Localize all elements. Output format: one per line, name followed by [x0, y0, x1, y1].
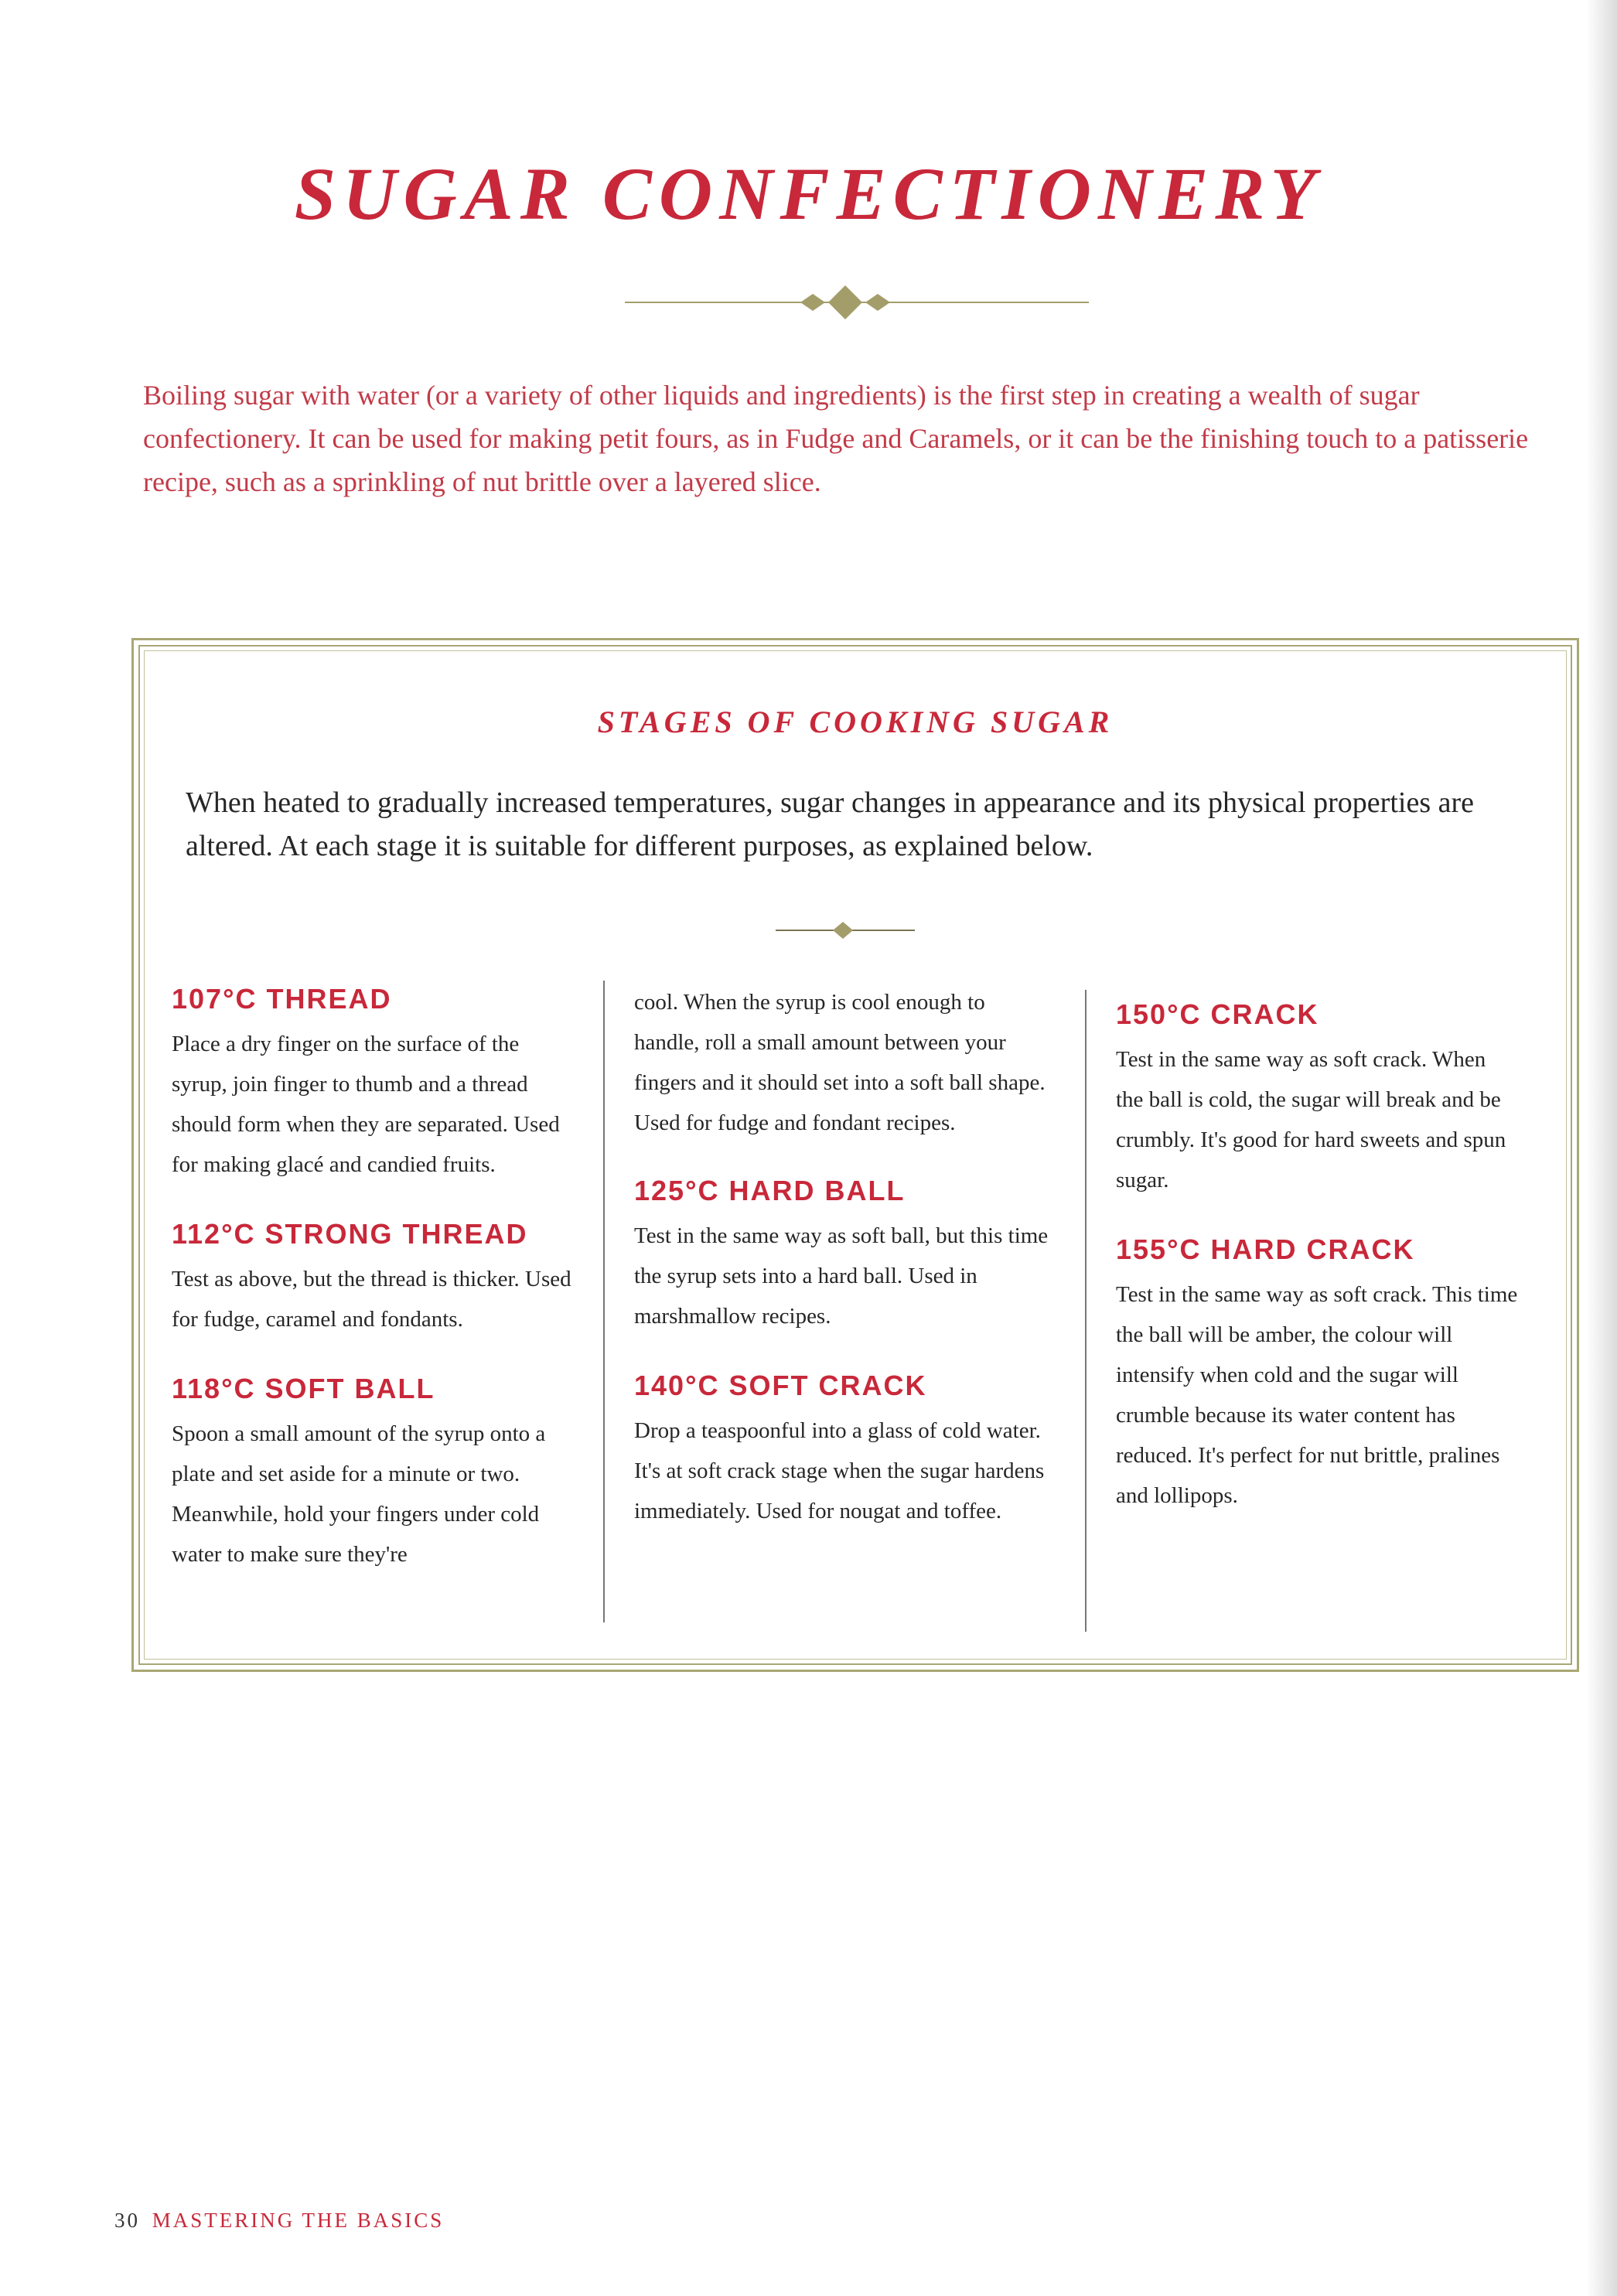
stage-crack — [1116, 998, 1518, 1200]
column-2 — [634, 982, 1052, 1564]
panel-title: STAGES OF COOKING SUGAR — [597, 704, 1114, 739]
stage-soft-ball — [172, 1372, 574, 1574]
stage-hard-crack — [1116, 1233, 1518, 1516]
stage-strong-thread — [172, 1217, 574, 1339]
stage-heading: 150°C CRACK — [1116, 998, 1319, 1030]
column-3 — [1116, 998, 1518, 1548]
panel-ornament — [776, 917, 915, 943]
stage-thread — [172, 982, 574, 1185]
stage-hard-ball — [634, 1174, 1052, 1336]
stage-description: Test in the same way as soft ball, but this time the syrup sets into a hard ball. Used in marshmallow recipes. — [634, 1223, 1049, 1329]
stage-description: Drop a teaspoonful into a glass of cold water. It's at soft crack stage when the sugar hardens immediately. Used for nougat and toffee. — [634, 1418, 1045, 1523]
stage-description: Test as above, but the thread is thicker. Used for fudge, caramel and fondants. — [172, 1267, 571, 1332]
stage-heading: 112°C STRONG THREAD — [172, 1218, 528, 1250]
stage-description: Place a dry finger on the surface of the syrup, join finger to thumb and a thread should form when they are separated. Used for making glacé and candied fruits. — [172, 1032, 560, 1177]
section-name: MASTERING THE BASICS — [152, 2209, 445, 2232]
page-number: 30 — [114, 2209, 140, 2232]
column-1 — [172, 982, 574, 1607]
intro-paragraph: Boiling sugar with water (or a variety of other liquids and ingredients) is the first step in creating a wealth of sugar confectionery. It can be used for making petit fours, as in Fudge and Caramels, or it can be the finishing touch to a patisserie recipe, such as a sprinkling of nut brittle over a layered slice. — [143, 380, 1529, 497]
page-edge-shadow — [1586, 0, 1617, 2296]
title-ornament — [625, 275, 1089, 330]
stage-heading: 107°C THREAD — [172, 983, 392, 1015]
stage-soft-crack — [634, 1369, 1052, 1531]
column-divider — [1085, 990, 1087, 1632]
stage-heading: 140°C SOFT CRACK — [634, 1370, 927, 1401]
page-title: SUGAR CONFECTIONERY — [294, 152, 1323, 235]
stage-heading: 125°C HARD BALL — [634, 1175, 906, 1206]
stage-description: Test in the same way as soft crack. This time the ball will be amber, the colour will intensify when cold and the sugar will crumble because its water content has reduced. It's perfect for nut brittle, pralines and lollipops. — [1116, 1282, 1518, 1508]
stage-heading: 118°C SOFT BALL — [172, 1373, 435, 1404]
panel-intro: When heated to gradually increased temperatures, sugar changes in appearance and its physical properties are altered. At each stage it is suitable for different purposes, as explained below. — [186, 786, 1474, 862]
column-divider — [603, 981, 605, 1622]
stage-heading: 155°C HARD CRACK — [1116, 1233, 1415, 1265]
stage-description: Spoon a small amount of the syrup onto a plate and set aside for a minute or two. Meanwhile, hold your fingers under cold water to make sure they're — [172, 1421, 546, 1567]
stage-description: Test in the same way as soft crack. When the ball is cold, the sugar will break and be crumbly. It's good for hard sweets and spun sugar. — [1116, 1047, 1506, 1192]
stage-description-continued: cool. When the syrup is cool enough to handle, roll a small amount between your fingers and it should set into a soft ball shape. Used for fudge and fondant recipes. — [634, 990, 1046, 1135]
page-footer — [114, 2209, 444, 2233]
